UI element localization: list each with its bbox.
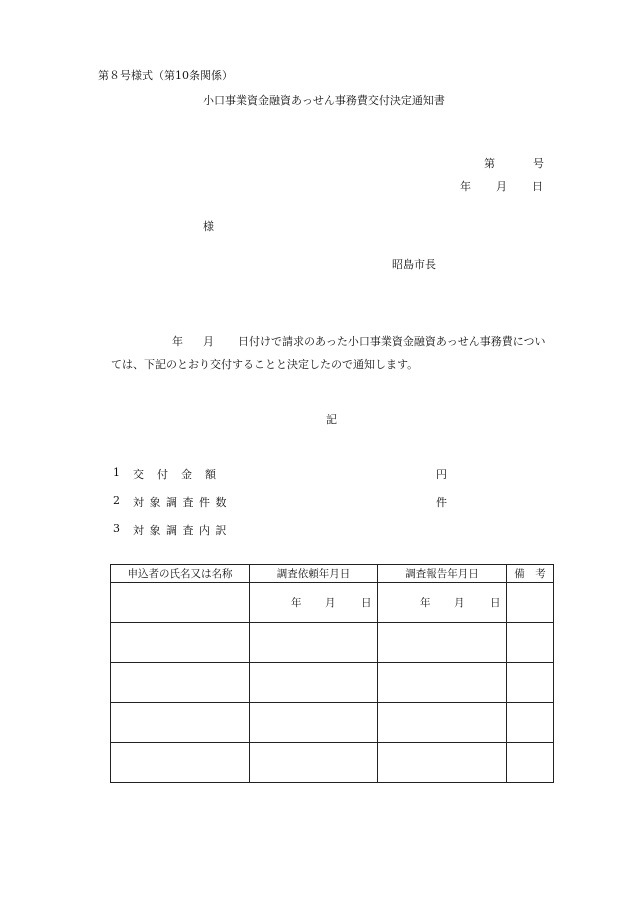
date-year-label: 年 <box>291 597 302 609</box>
column-header-remarks: 備 考 <box>507 565 554 583</box>
body-year: 年 <box>172 335 183 348</box>
header-date-year: 年 <box>460 180 471 193</box>
ki-heading: 記 <box>326 413 337 426</box>
item-label: 対 象 調 査 内 訳 <box>133 524 228 537</box>
table-row <box>111 743 554 783</box>
date-year-label: 年 <box>420 597 431 609</box>
form-number: 第８号様式（第10条関係） <box>98 69 233 82</box>
cell-remarks <box>507 743 554 783</box>
table-row <box>111 703 554 743</box>
cell-applicant <box>111 623 250 663</box>
item-number: 3 <box>113 522 120 535</box>
cell-remarks <box>507 583 554 623</box>
item-label: 対 象 調 査 件 数 <box>133 496 228 509</box>
table-row <box>111 583 554 623</box>
cell-remarks <box>507 703 554 743</box>
breakdown-table <box>110 564 554 783</box>
cell-request-date <box>250 583 378 623</box>
cell-applicant <box>111 743 250 783</box>
column-header-report-date: 調査報告年月日 <box>378 565 507 583</box>
date-day-label: 日 <box>490 597 501 609</box>
cell-report-date <box>378 703 507 743</box>
cell-applicant <box>111 583 250 623</box>
recipient-suffix: 様 <box>203 220 214 233</box>
table-header-row <box>111 565 554 583</box>
cell-report-date <box>378 583 507 623</box>
item-label: 交 付 金 額 <box>133 468 217 481</box>
column-header-request-date: 調査依頼年月日 <box>250 565 378 583</box>
cell-remarks <box>507 623 554 663</box>
cell-remarks <box>507 663 554 703</box>
cell-request-date <box>250 623 378 663</box>
table-row <box>111 623 554 663</box>
body-line2: ては、下記のとおり交付することと決定したので通知します。 <box>111 358 419 371</box>
body-line1: 日付けで請求のあった小口事業資金融資あっせん事務費につい <box>238 335 546 348</box>
header-date-day: 日 <box>532 180 543 193</box>
date-month-label: 月 <box>325 597 336 609</box>
item-number: 2 <box>113 494 120 507</box>
document-title: 小口事業資金融資あっせん事務費交付決定通知書 <box>203 94 445 107</box>
cell-applicant <box>111 703 250 743</box>
table-row <box>111 663 554 703</box>
date-month-label: 月 <box>454 597 465 609</box>
header-date-month: 月 <box>496 180 507 193</box>
issuer: 昭島市長 <box>392 258 436 271</box>
cell-request-date <box>250 663 378 703</box>
cell-request-date <box>250 703 378 743</box>
cell-report-date <box>378 623 507 663</box>
item-unit: 件 <box>436 496 447 509</box>
date-day-label: 日 <box>361 597 372 609</box>
cell-request-date <box>250 743 378 783</box>
body-month: 月 <box>203 335 214 348</box>
doc-number-suffix: 号 <box>533 157 544 170</box>
cell-report-date <box>378 743 507 783</box>
item-number: 1 <box>113 466 120 479</box>
cell-applicant <box>111 663 250 703</box>
doc-number-prefix: 第 <box>484 157 495 170</box>
column-header-applicant: 申込者の氏名又は名称 <box>111 565 250 583</box>
cell-report-date <box>378 663 507 703</box>
item-unit: 円 <box>436 468 447 481</box>
